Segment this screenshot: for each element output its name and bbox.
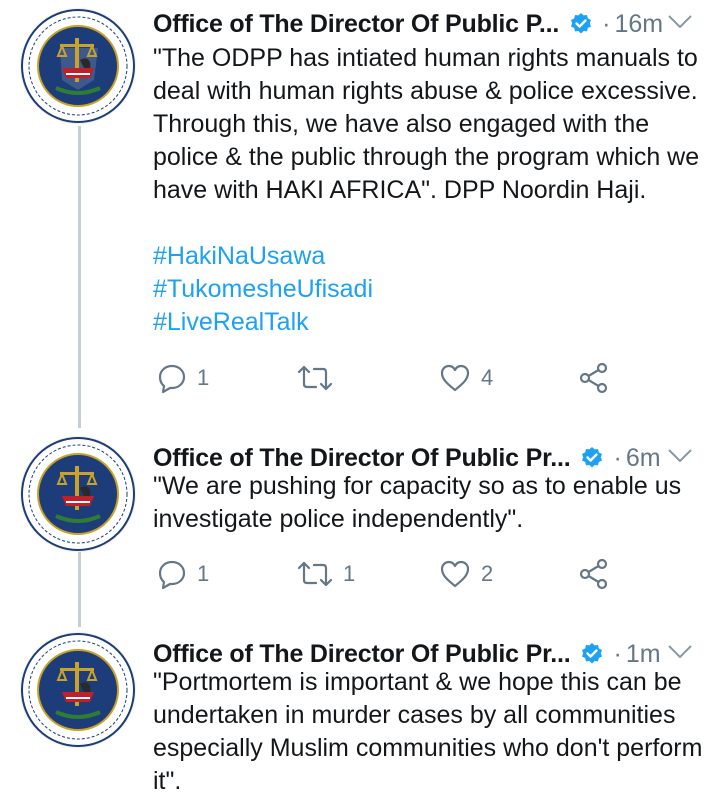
avatar[interactable] [20,436,136,552]
tweet-text: "The ODPP has intiated human rights manuals to deal with human rights abuse & police excessive. Through this, we have also engaged with the police & the public through the program which we have with HAKI AFRICA". DPP Noordin Haji. [153,44,700,204]
reply-count: 1 [197,365,210,390]
author-name[interactable]: Office of The Director Of Public Pr... [153,443,571,472]
tweet[interactable] [0,632,720,806]
timestamp[interactable]: 16m [614,9,664,38]
share-icon [578,362,610,394]
reply-icon [157,363,187,393]
retweet-button[interactable] [297,554,355,594]
retweet-button[interactable] [297,358,343,398]
tweet[interactable] [0,436,720,616]
hashtag-link[interactable]: #LiveRealTalk [153,308,309,336]
like-count: 4 [481,365,494,390]
tweet-actions [153,554,633,594]
separator-dot: · [613,443,622,472]
timestamp[interactable]: 1m [625,639,661,668]
tweet-text: "Portmortem is important & we hope this can be undertaken in murder cases by all communities especially Muslim communities who don't perform it". [153,668,703,795]
hashtag-link[interactable]: #TukomesheUfisadi [153,275,374,303]
tweet-header [153,2,703,46]
avatar[interactable] [20,8,136,124]
like-count: 2 [481,561,494,586]
retweet-count: 1 [343,561,356,586]
avatar[interactable] [20,632,136,748]
tweet[interactable] [0,2,720,422]
heart-icon [439,559,471,589]
reply-button[interactable] [157,358,209,398]
chevron-down-icon[interactable] [667,446,693,466]
author-name[interactable]: Office of The Director Of Public Pr... [153,639,571,668]
verified-badge-icon [580,446,604,470]
tweet-actions [153,358,633,398]
tweet-text: "We are pushing for capacity so as to enable us investigate police independently". [153,472,682,533]
like-button[interactable] [439,358,493,398]
odpp-seal-logo-icon [20,8,136,124]
hashtag-link[interactable]: #HakiNaUsawa [153,242,326,270]
like-button[interactable] [439,554,493,594]
hashtag-list [153,240,373,339]
odpp-seal-logo-icon [20,436,136,552]
timestamp[interactable]: 6m [625,443,661,472]
odpp-seal-logo-icon [20,632,136,748]
chevron-down-icon[interactable] [667,642,693,662]
verified-badge-icon [580,642,604,666]
reply-button[interactable] [157,554,209,594]
reply-icon [157,559,187,589]
verified-badge-icon [569,12,593,36]
separator-dot: · [602,9,611,38]
heart-icon [439,363,471,393]
author-name[interactable]: Office of The Director Of Public P... [153,9,560,38]
chevron-down-icon[interactable] [667,12,693,32]
retweet-icon [297,363,333,393]
share-button[interactable] [578,358,610,398]
separator-dot: · [613,639,622,668]
retweet-icon [297,559,333,589]
share-icon [578,558,610,590]
reply-count: 1 [197,561,210,586]
share-button[interactable] [578,554,610,594]
